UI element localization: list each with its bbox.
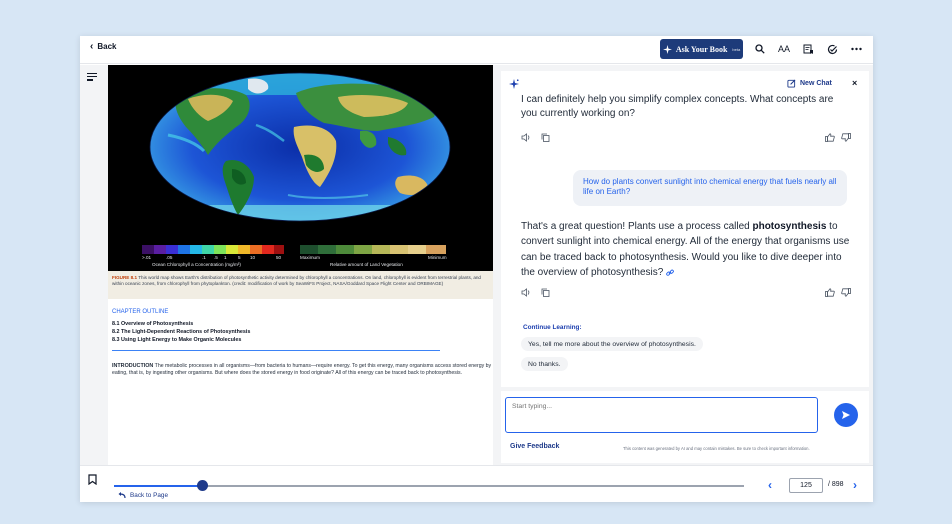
legend-tick: 50	[276, 255, 282, 260]
link-icon[interactable]	[666, 269, 674, 277]
legend-tick: .5	[214, 255, 218, 260]
send-icon	[841, 410, 851, 420]
previous-page-button[interactable]: ‹	[768, 478, 772, 492]
bottom-bar	[80, 465, 873, 502]
assistant-message: That's a great question! Plants use a process called photosynthesis to convert sunlight into chemical energy. All of the energy that organisms use can be traced back to photosynthesis. Would you like to dive deeper into the overview of photosynthesis?	[521, 221, 850, 279]
figure-caption-text: This world map shows Earth's distribution of photosynthetic activity determined by chlorophyll a concentrations. On land, chlorophyll is evident from terrestrial plants, and within oceanic zones, from chlorophyll from phytoplankton. (credit: modification of work by SeaWiFS Project, NASA/Goddard Space Flight Center and ORBIMAGE)	[112, 275, 481, 286]
figure-label: FIGURE 8.1	[112, 275, 138, 280]
suggestion-chip[interactable]: Yes, tell me more about the overview of photosynthesis.	[521, 337, 703, 351]
sparkle-icon	[663, 45, 672, 54]
search-icon[interactable]	[752, 41, 768, 57]
ai-sparkle-icon	[509, 79, 519, 89]
message-actions	[521, 288, 851, 300]
app-window	[80, 36, 873, 502]
page-gutter	[493, 65, 501, 465]
chat-conversation	[501, 71, 869, 387]
page-slider-thumb[interactable]	[197, 480, 208, 491]
ask-your-book-button[interactable]	[660, 39, 743, 59]
back-to-page-label: Back to Page	[130, 492, 169, 499]
chapter-outline-title: CHAPTER OUTLINE	[112, 309, 169, 315]
bookmark-icon[interactable]	[88, 472, 98, 484]
chevron-left-icon: ‹	[90, 40, 94, 52]
back-button[interactable]	[90, 42, 116, 51]
close-chat-button[interactable]: ×	[852, 78, 858, 88]
bookmark-list-icon[interactable]	[800, 41, 816, 57]
legend-tick: .1	[202, 255, 206, 260]
give-feedback-link[interactable]: Give Feedback	[510, 443, 560, 450]
outline-item[interactable]: 8.2 The Light-Dependent Reactions of Photosynthesis	[112, 329, 251, 335]
copy-icon[interactable]	[541, 133, 550, 144]
intro-text: The metabolic processes in all organisms—from bacteria to humans—require energy. To get this energy, many organisms access stored energy by eating, that is, by ingesting other organisms. But where does the stored energy in food originate? All of this energy can be traced back to photosynthesis.	[112, 363, 492, 376]
font-size-icon[interactable]: AA	[777, 44, 790, 54]
continue-learning-label: Continue Learning:	[523, 324, 582, 331]
copy-icon[interactable]	[541, 288, 550, 299]
chat-input-area	[501, 391, 869, 463]
next-page-button[interactable]: ›	[853, 478, 857, 492]
chlorophyll-map-image	[108, 65, 493, 271]
thumbs-up-icon[interactable]	[825, 133, 835, 144]
left-rail	[80, 65, 108, 465]
page-total: / 898	[828, 481, 844, 488]
legend-right-max: Maximum	[300, 255, 320, 260]
legend-tick: .05	[166, 255, 173, 260]
user-message: How do plants convert sunlight into chemical energy that fuels nearly all life on Earth?	[573, 170, 847, 206]
return-arrow-icon	[118, 492, 126, 499]
legend-tick: >.01	[142, 255, 152, 260]
thumbs-up-icon[interactable]	[825, 288, 835, 299]
intro-label: INTRODUCTION	[112, 363, 154, 369]
legend-right-title: Relative amount of Land Vegetation	[330, 262, 403, 267]
outline-item[interactable]: 8.1 Overview of Photosynthesis	[112, 321, 194, 327]
top-bar	[80, 36, 873, 64]
legend-left-title: Ocean Chlorophyll a Concentration (mg/m³)	[152, 262, 241, 267]
suggestion-chip[interactable]: No thanks.	[521, 357, 568, 371]
legend-tick: 5	[238, 255, 241, 260]
message-actions	[521, 133, 851, 145]
menu-icon[interactable]	[87, 73, 97, 81]
ask-your-book-label: Ask Your Book	[675, 44, 728, 54]
outline-divider	[112, 350, 440, 351]
new-chat-button[interactable]	[787, 79, 832, 88]
page-slider-track[interactable]	[114, 485, 744, 487]
chat-panel	[501, 65, 873, 465]
back-label: Back	[97, 42, 117, 51]
vegetation-legend-bar	[300, 245, 446, 254]
figure-caption	[108, 271, 493, 299]
speaker-icon[interactable]	[521, 133, 531, 144]
ocean-legend-bar	[142, 245, 284, 254]
ai-disclaimer: This content was generated by AI and may contain mistakes. Be sure to check important information.	[623, 446, 810, 451]
thumbs-down-icon[interactable]	[841, 288, 851, 299]
book-page	[108, 65, 493, 465]
world-map-figure	[108, 65, 493, 271]
legend-right-min: Minimum	[428, 255, 447, 260]
page-number-input[interactable]	[789, 478, 823, 493]
introduction-paragraph	[112, 363, 492, 377]
new-chat-label: New Chat	[800, 80, 832, 87]
assistant-message: I can definitely help you simplify complex concepts. What concepts are you currently working on?	[521, 94, 834, 119]
outline-item[interactable]: 8.3 Using Light Energy to Make Organic Molecules	[112, 337, 242, 343]
chapter-outline	[112, 320, 250, 344]
back-to-page-button[interactable]	[118, 492, 168, 499]
edit-icon	[787, 79, 796, 88]
chat-input[interactable]	[505, 397, 818, 433]
speaker-icon[interactable]	[521, 288, 531, 299]
check-circle-icon[interactable]	[824, 41, 840, 57]
page-slider-fill	[114, 485, 202, 487]
thumbs-down-icon[interactable]	[841, 133, 851, 144]
more-icon[interactable]	[848, 41, 864, 57]
beta-badge: beta	[732, 46, 741, 52]
send-button[interactable]	[834, 403, 858, 427]
legend-tick: 1	[224, 255, 227, 260]
legend-tick: 10	[250, 255, 256, 260]
